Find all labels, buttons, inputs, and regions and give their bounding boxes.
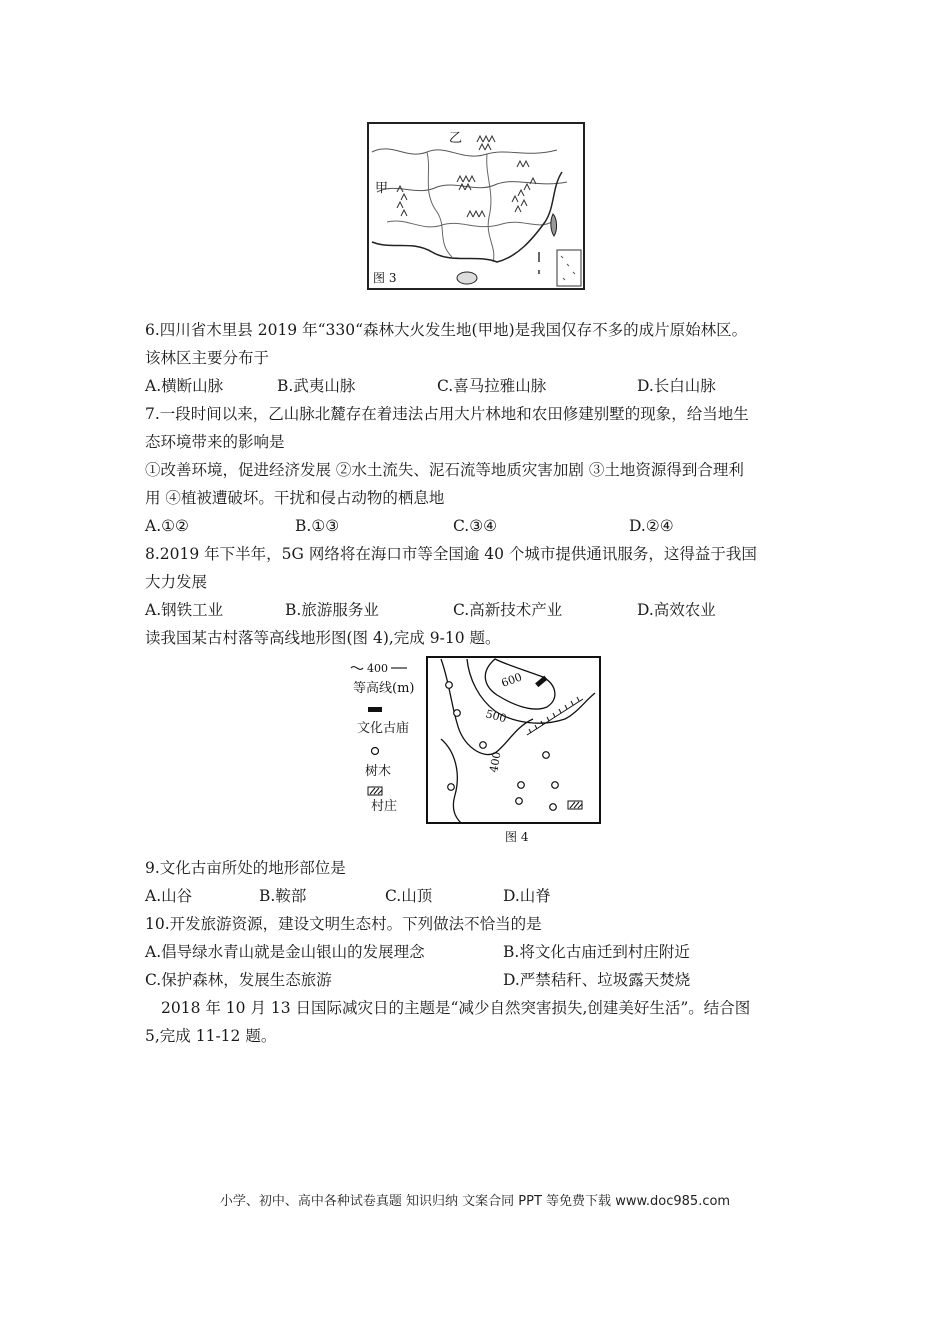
q8-option-d[interactable]: D.高效农业 [637,601,716,619]
q7-option-d[interactable]: D.②④ [629,517,674,535]
q10-option-b[interactable]: B.将文化古庙迁到村庄附近 [503,943,690,961]
q7-stem-line2: 态环境带来的影响是 [145,433,285,451]
q6-option-c[interactable]: C.喜马拉雅山脉 [437,377,547,395]
q7-stem-line1: 7.一段时间以来，乙山脉北麓存在着违法占用大片林地和农田修建别墅的现象，给当地生 [145,405,749,423]
q6-stem-line1: 6.四川省木里县 2019 年“330“森林大火发生地(甲地)是我国仅存不多的成片原始林区。 [145,321,748,339]
q6-option-a[interactable]: A.横断山脉 [145,377,224,395]
legend-tree-label: 树木 [365,764,392,779]
q8-option-c[interactable]: C.高新技术产业 [453,601,563,619]
intro-figure-4: 读我国某古村落等高线地形图(图 4),完成 9-10 题。 [145,629,501,647]
q8-stem-line1: 8.2019 年下半年，5G 网络将在海口市等全国逾 40 个城市提供通讯服务，这得益于我国 [145,545,757,563]
q6-options [145,376,845,396]
legend-tree-icon [372,748,379,755]
contour-label-500: 500 [484,707,508,726]
q8-option-a[interactable]: A.钢铁工业 [145,601,224,619]
page-footer: 小学、初中、高中各种试卷真题 知识归纳 文案合同 PPT 等免费下载 www.doc985.com [219,1194,731,1209]
q9-option-a[interactable]: A.山谷 [145,887,193,905]
q10-option-a[interactable]: A.倡导绿水青山就是金山银山的发展理念 [145,943,425,961]
figure-3-caption: 图 3 [373,271,397,285]
label-yi: 乙 [449,131,463,146]
q9-options [145,886,845,906]
intro-figure-5-line1: 2018 年 10 月 13 日国际减灾日的主题是“减少自然突害损失,创建美好生活”。结合图 [161,999,751,1017]
q10-options-row1 [145,942,845,962]
legend-contour-label: 等高线(m) [353,681,415,696]
q6-stem-line2: 该林区主要分布于 [145,349,270,367]
q10-option-d[interactable]: D.严禁秸秆、垃圾露天焚烧 [503,971,691,989]
q9-stem: 9.文化古亩所处的地形部位是 [145,859,346,877]
legend-village-label: 村庄 [371,799,398,814]
village-marker [568,801,582,809]
label-jia: 甲 [375,181,389,196]
q9-option-b[interactable]: B.鞍部 [259,887,307,905]
q7-option-b[interactable]: B.①③ [295,517,340,535]
q7-stem-line4: 用 ④植被遭破坏。干扰和侵占动物的栖息地 [145,489,445,507]
intro-figure-5-line2: 5,完成 11-12 题。 [145,1027,277,1045]
q6-option-d[interactable]: D.长白山脉 [637,377,716,395]
q10-option-c[interactable]: C.保护森林，发展生态旅游 [145,971,332,989]
q9-option-c[interactable]: C.山顶 [385,887,433,905]
legend-temple-label: 文化古庙 [357,721,410,736]
q7-options [145,516,845,536]
q9-option-d[interactable]: D.山脊 [503,887,551,905]
q7-stem-line3: ①改善环境，促进经济发展 ②水土流失、泥石流等地质灾害加剧 ③土地资源得到合理利 [145,461,744,479]
q7-option-c[interactable]: C.③④ [453,517,498,535]
q7-option-a[interactable]: A.①② [145,517,189,535]
q8-options [145,600,845,620]
contour-label-400: 400 [487,750,504,774]
figure-4-caption: 图 4 [505,830,529,844]
contour-label-600: 600 [499,670,524,690]
legend-village-icon [368,787,382,795]
q8-option-b[interactable]: B.旅游服务业 [285,601,379,619]
q10-stem: 10.开发旅游资源，建设文明生态村。下列做法不恰当的是 [145,915,542,933]
legend-contour-value: 400 [367,662,388,675]
q6-option-b[interactable]: B.武夷山脉 [277,377,356,395]
figure-4-contour-map [345,655,605,847]
q8-stem-line2: 大力发展 [145,573,208,591]
figure-3-map [367,122,585,290]
q10-options-row2 [145,970,845,990]
legend-temple-icon [368,707,382,712]
